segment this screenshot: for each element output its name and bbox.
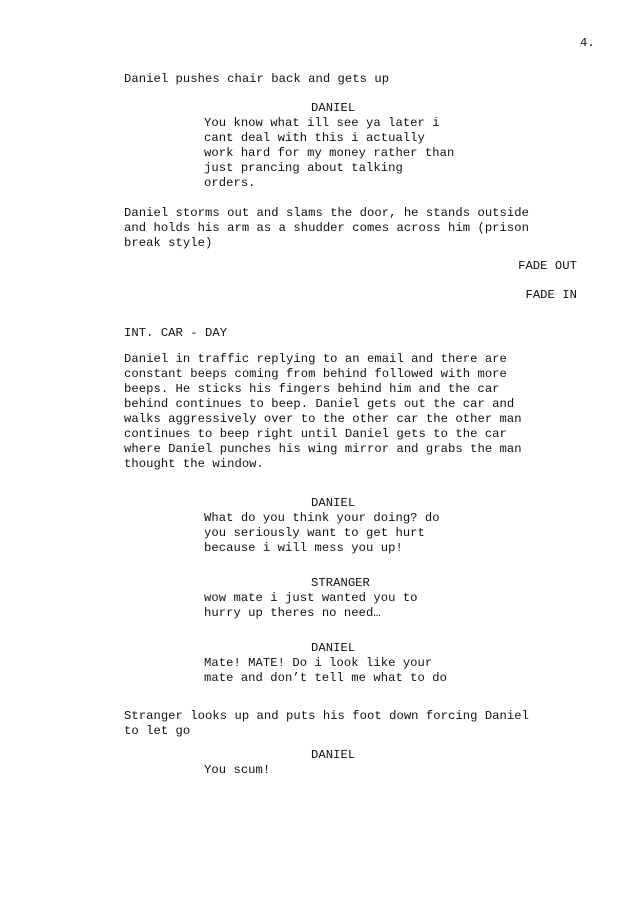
dialogue-line: you seriously want to get hurt <box>204 526 425 540</box>
dialogue-line: wow mate i just wanted you to <box>204 591 418 605</box>
character-name: DANIEL <box>311 101 356 115</box>
scene-heading: INT. CAR - DAY <box>124 326 228 340</box>
dialogue-line: orders. <box>204 176 256 190</box>
dialogue-line: cant deal with this i actually <box>204 131 425 145</box>
dialogue-line: What do you think your doing? do <box>204 511 440 525</box>
action-line: continues to beep right until Daniel gets to the car <box>124 427 507 441</box>
action-line: Stranger looks up and puts his foot down forcing Daniel <box>124 709 530 723</box>
page-number: 4. <box>580 36 595 50</box>
action-line: break style) <box>124 236 213 250</box>
action-line: thought the window. <box>124 457 264 471</box>
transition: FADE IN <box>525 288 577 302</box>
character-name: DANIEL <box>311 748 356 762</box>
dialogue-line: because i will mess you up! <box>204 541 403 555</box>
character-name: DANIEL <box>311 641 356 655</box>
dialogue-line: Mate! MATE! Do i look like your <box>204 656 433 670</box>
dialogue-line: You scum! <box>204 763 271 777</box>
action-line: to let go <box>124 724 191 738</box>
character-name: STRANGER <box>311 576 370 590</box>
action-line: and holds his arm as a shudder comes across him (prison <box>124 221 530 235</box>
transition: FADE OUT <box>518 259 577 273</box>
action-line: beeps. He sticks his fingers behind him and the car <box>124 382 500 396</box>
action-line: where Daniel punches his wing mirror and grabs the man <box>124 442 522 456</box>
action-line: constant beeps coming from behind followed with more <box>124 367 507 381</box>
action-line: Daniel storms out and slams the door, he stands outside <box>124 206 530 220</box>
action-line: behind continues to beep. Daniel gets out the car and <box>124 397 515 411</box>
dialogue-line: mate and don’t tell me what to do <box>204 671 448 685</box>
dialogue-line: work hard for my money rather than <box>204 146 455 160</box>
action-line: walks aggressively over to the other car the other man <box>124 412 522 426</box>
action-line: Daniel in traffic replying to an email and there are <box>124 352 507 366</box>
dialogue-line: just prancing about talking <box>204 161 403 175</box>
dialogue-line: You know what ill see ya later i <box>204 116 440 130</box>
action-line: Daniel pushes chair back and gets up <box>124 72 390 86</box>
dialogue-line: hurry up theres no need… <box>204 606 381 620</box>
character-name: DANIEL <box>311 496 356 510</box>
